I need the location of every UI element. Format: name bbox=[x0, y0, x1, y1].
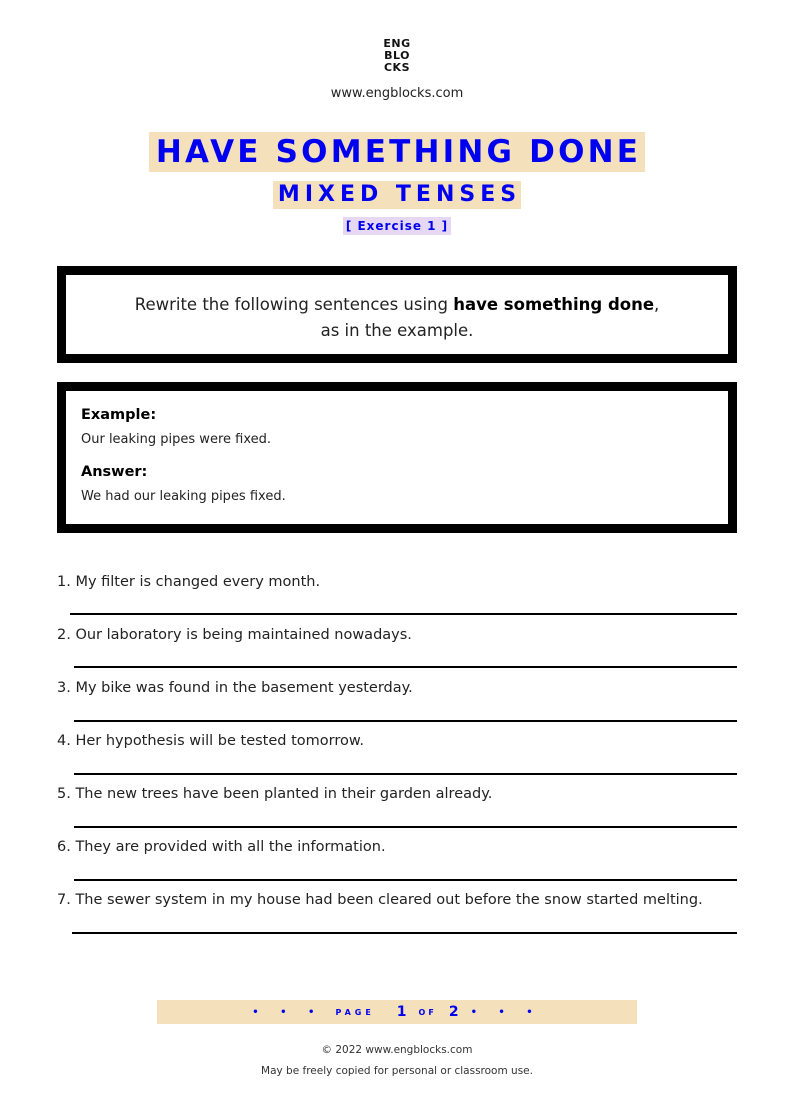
question-3: 3. My bike was found in the basement yesterday. bbox=[57, 680, 413, 696]
engblocks-logo bbox=[0, 38, 794, 74]
current-page-number: 1 bbox=[396, 1004, 407, 1020]
logo-line-3: CKS bbox=[383, 61, 411, 74]
page-indicator bbox=[157, 1000, 637, 1024]
answer-line-3[interactable] bbox=[74, 720, 737, 722]
question-2: 2. Our laboratory is being maintained nowadays. bbox=[57, 627, 412, 643]
example-text: Our leaking pipes were fixed. bbox=[81, 432, 271, 447]
page-subtitle: MIXED TENSES bbox=[273, 181, 521, 209]
dots-left: • • • bbox=[252, 1006, 324, 1018]
subtitle-wrap bbox=[0, 181, 794, 209]
answer-line-4[interactable] bbox=[74, 773, 737, 775]
example-box bbox=[57, 382, 737, 533]
page-word: PAGE bbox=[335, 1007, 375, 1017]
of-word: OF bbox=[418, 1007, 437, 1017]
answer-line-1[interactable] bbox=[70, 613, 737, 615]
question-4: 4. Her hypothesis will be tested tomorrow. bbox=[57, 733, 365, 749]
dots-right: • • • bbox=[470, 1006, 542, 1018]
question-6: 6. They are provided with all the information. bbox=[57, 839, 386, 855]
logo-line-2: BLO bbox=[384, 49, 410, 62]
total-pages-number: 2 bbox=[448, 1004, 459, 1020]
answer-line-5[interactable] bbox=[74, 826, 737, 828]
question-1: 1. My filter is changed every month. bbox=[57, 574, 321, 590]
answer-line-6[interactable] bbox=[74, 879, 737, 881]
page-title: HAVE SOMETHING DONE bbox=[149, 132, 645, 172]
answer-label: Answer: bbox=[81, 464, 148, 480]
title-wrap bbox=[0, 132, 794, 172]
instructions-after: , bbox=[654, 295, 660, 314]
question-7: 7. The sewer system in my house had been cleared out before the snow started melting. bbox=[57, 892, 703, 908]
example-label: Example: bbox=[81, 407, 157, 423]
instructions-bold: have something done bbox=[453, 295, 655, 314]
instructions-before: Rewrite the following sentences using bbox=[134, 295, 454, 314]
answer-line-7[interactable] bbox=[72, 932, 737, 934]
question-5: 5. The new trees have been planted in their garden already. bbox=[57, 786, 493, 802]
license-note: May be freely copied for personal or classroom use. bbox=[261, 1065, 533, 1077]
site-url: www.engblocks.com bbox=[330, 86, 464, 101]
instructions-line-2: as in the example. bbox=[320, 321, 474, 340]
answer-text: We had our leaking pipes fixed. bbox=[81, 489, 286, 504]
logo-line-1: ENG bbox=[383, 37, 411, 50]
instructions-box bbox=[57, 266, 737, 363]
instructions-line-1 bbox=[66, 292, 728, 318]
answer-line-2[interactable] bbox=[74, 666, 737, 668]
copyright: © 2022 www.engblocks.com bbox=[321, 1044, 473, 1056]
exercise-wrap bbox=[0, 215, 794, 235]
exercise-label: [ Exercise 1 ] bbox=[343, 217, 451, 235]
